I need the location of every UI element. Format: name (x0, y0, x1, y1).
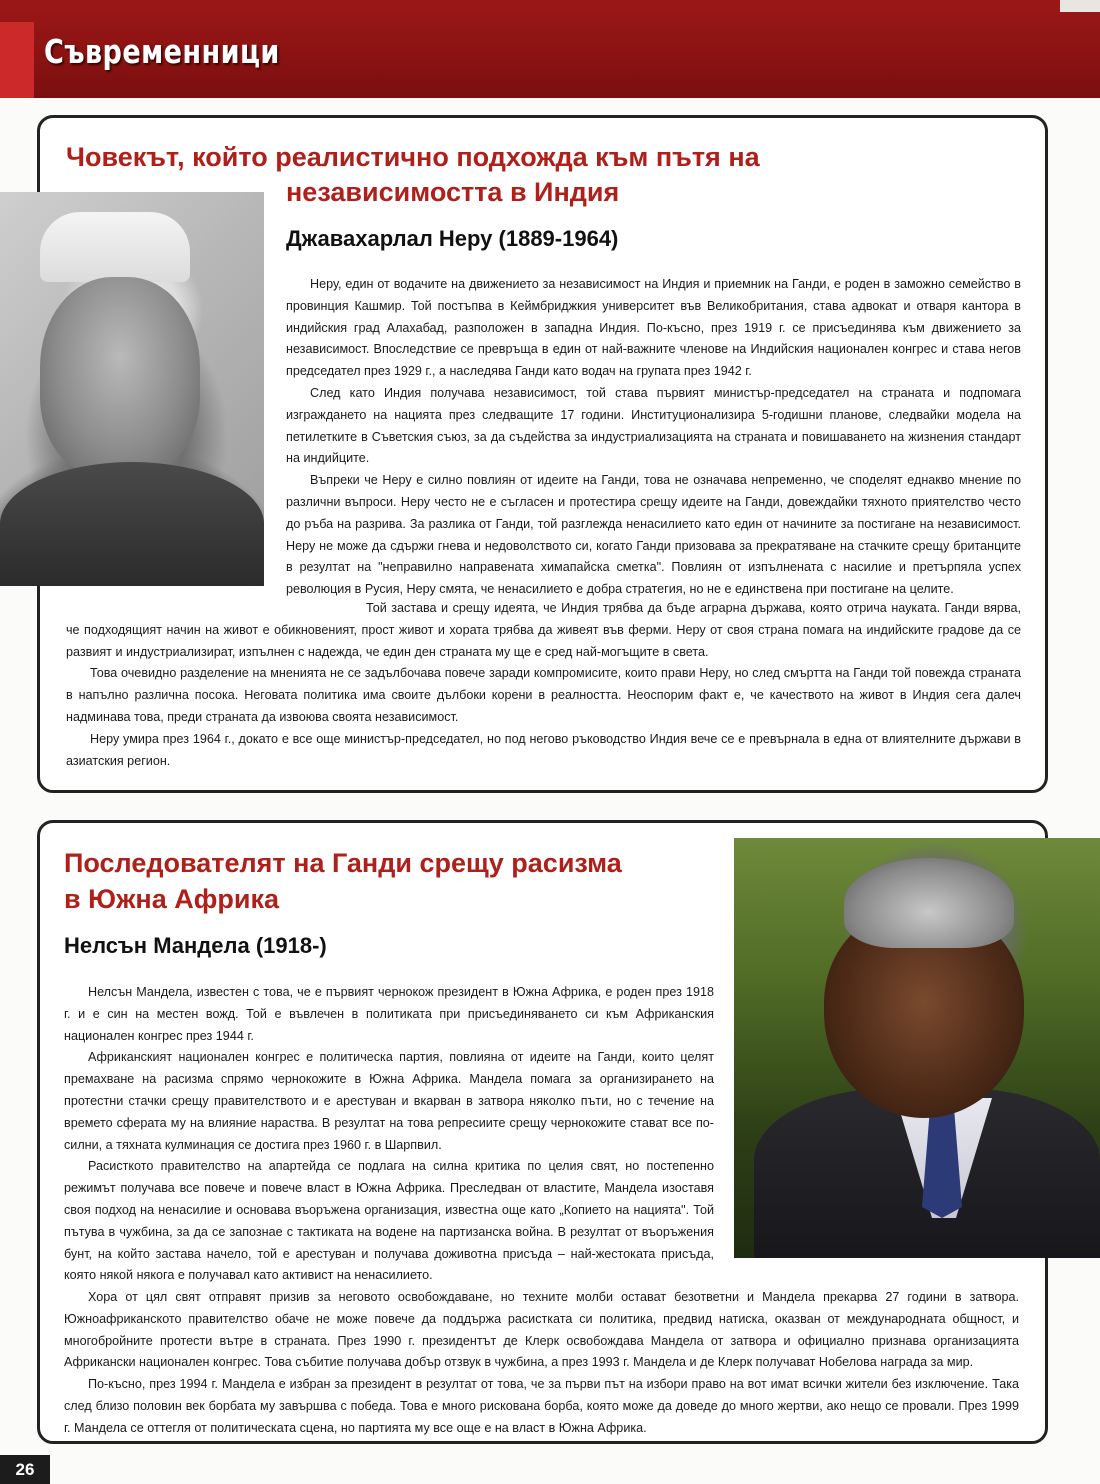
section-banner (0, 0, 1100, 98)
article2-text-bottom (64, 1287, 1019, 1440)
article1-headline-line2: независимостта в Индия (286, 177, 620, 207)
article1-paragraph: Въпреки че Неру е силно повлиян от идеите на Ганди, това не означава непременно, че споделят еднакво мнение по различни въпроси. Неру често не е съгласен и протестира срещу идеите на Ганди, довеждайки тяхното приятелство често до ръба на разрива. За разлика от Ганди, той разглежда ненасилието като един от начините за постигане на независимост. Неру не може да сдържи гнева и недоволството си, когато Ганди призовава за прекратяване на стачките срещу британците в резултат на "неправилно направената химапайска сметка". Повлиян от изпълнената с насилие и претърпяла успех революция в Русия, Неру смята, че ненасилието е добра стратегия, но не е единствена при постигане на целите. (286, 473, 1021, 597)
article1-paragraph: Това очевидно разделение на мненията не се задълбочава повече заради компромисите, които прави Неру, но след смъртта на Ганди той повежда страната в напълно различна посока. Неговата политика има своите дълбоки корени в реалността. Неоспорим факт е, че качеството на живот в Индия сега далеч надминава това, преди страната да извоюва своята независимост. (66, 666, 1021, 724)
article2-paragraph: Расисткото правителство на апартейда се подлага на силна критика по целия свят, но постепенно режимът получава все повече и повече власт в Южна Африка. Преследван от властите, Мандела изоставя своя подход на ненасилие и основава въоръжена организация, известна още като „Копието на нацията". Той пътува в чужбина, за да се запознае с тактиката на водене на партизанска война. В резултат от въоръжения бунт, на който застава начело, той е арестуван и получава доживотна присъда – най-жестоката присъда, която някой някога е получавал като активист на ненасилието. (64, 1159, 714, 1283)
banner-accent-strip (0, 22, 34, 98)
article1-text-bottom (66, 598, 1021, 772)
article1-paragraph: Неру умира през 1964 г., докато е все още министър-председател, но под негово ръководство Индия вече се е превърнала в една от влиятелните държави в азиатския регион. (66, 731, 1021, 768)
nehru-face (40, 277, 200, 477)
article2-headline-line1: Последователят на Ганди срещу расизма (64, 848, 622, 878)
nehru-coat (0, 462, 264, 586)
article2-text-top (64, 982, 714, 1287)
article2-paragraph: Хора от цял свят отправят призив за неговото освобождаване, но техните молби остават безответни и Мандела прекарва 27 години в затвора. Южноафриканското правителство обаче не може повече да поддържа расистката си политика, предвид натиска, оказван от международната общност, и многобройните протести вътре в страната. През 1990 г. президентът де Клерк освобождава Мандела от затвора и официално признава организацията Африкански национален конгрес. Това събитие получава добър отзвук в чужбина, а през 1993 г. Мандела и де Клерк получават Нобелова награда за мир. (64, 1290, 1019, 1370)
nehru-photo (0, 192, 264, 586)
article1-paragraph: След като Индия получава независимост, той става първият министър-председател на страната и подпомага изграждането на нацията през следващите 17 години. Институционализира 5-годишни планове, следвайки модела на петилетките в Съветския съюз, за да съдейства за индустриализацията на страната и повишаването на жизнения стандарт на индийците. (286, 385, 1021, 466)
article2-paragraph: По-късно, през 1994 г. Мандела е избран за президент в резултат от това, че за първи път на избори право на вот имат всички жители без изключение. Така след близо половин век борбата му завършва с победа. Това е много рискована борба, която може да доведе до много жертви, ако нещо се провали. През 1999 г. Мандела се оттегля от политическата сцена, но партията му все още е на власт в Южна Африка. (64, 1377, 1019, 1435)
article2-paragraph: Африканският национален конгрес е политическа партия, повлияна от идеите на Ганди, които целят премахване на расизма спрямо чернокожите в Южна Африка. Мандела помага за организирането на протестни стачки срещу правителството и е арестуван и вкарван в затвора няколко пъти, но с течение на времето сферата му на влияние нараства. В резултат на това репресиите срещу чернокожите стават все по-силни, а тяхната кулминация се достига през 1960 г. в Шарпвил. (64, 1050, 714, 1152)
article1-paragraph: Неру, един от водачите на движението за независимост на Индия и приемник на Ганди, е роден в заможно семейство в провинция Кашмир. Той постъпва в Кеймбриджкия университет във Великобритания, става адвокат и отваря кантора в индийския град Алахабад, разположен в западна Индия. По-късно, през 1919 г. се присъединява към движението за независимост. Впоследствие се превръща в един от най-важните членове на Индийския национален конгрес и става негов председател през 1929 г., а наследява Ганди като водач на групата през 1942 г. (286, 277, 1021, 379)
mandela-hair (844, 858, 1014, 948)
mandela-photo (734, 838, 1100, 1258)
nehru-cap (40, 212, 190, 282)
section-title: Съвременници (44, 32, 280, 71)
article1-headline-line1: Човекът, който реалистично подхожда към пътя на (66, 142, 760, 172)
article1-paragraph: Той застава и срещу идеята, че Индия трябва да бъде аграрна държава, която отрича науката. Ганди вярва, че подходящият начин на живот е обикновеният, прост живот и хората трябва да живеят във ферми. Неру от своя страна помага на индийските градове да се развият и индустриализират, изпълнен с надежда, че един ден страната му ще е сред най-могъщите в света. (66, 601, 1021, 659)
article1-subject: Джавахарлал Неру (1889-1964) (286, 226, 619, 251)
article2-headline-line2: в Южна Африка (64, 884, 279, 914)
page-corner (1060, 0, 1100, 12)
article2-paragraph: Нелсън Мандела, известен с това, че е първият чернокож президент в Южна Африка, е роден през 1918 г. и е син на местен вожд. Той е въвлечен в политиката при присъединяването си към Африканския национален конгрес през 1944 г. (64, 985, 714, 1043)
article1-text-top (286, 274, 1021, 601)
page-number: 26 (0, 1455, 50, 1484)
article2-subject: Нелсън Мандела (1918-) (64, 933, 327, 958)
